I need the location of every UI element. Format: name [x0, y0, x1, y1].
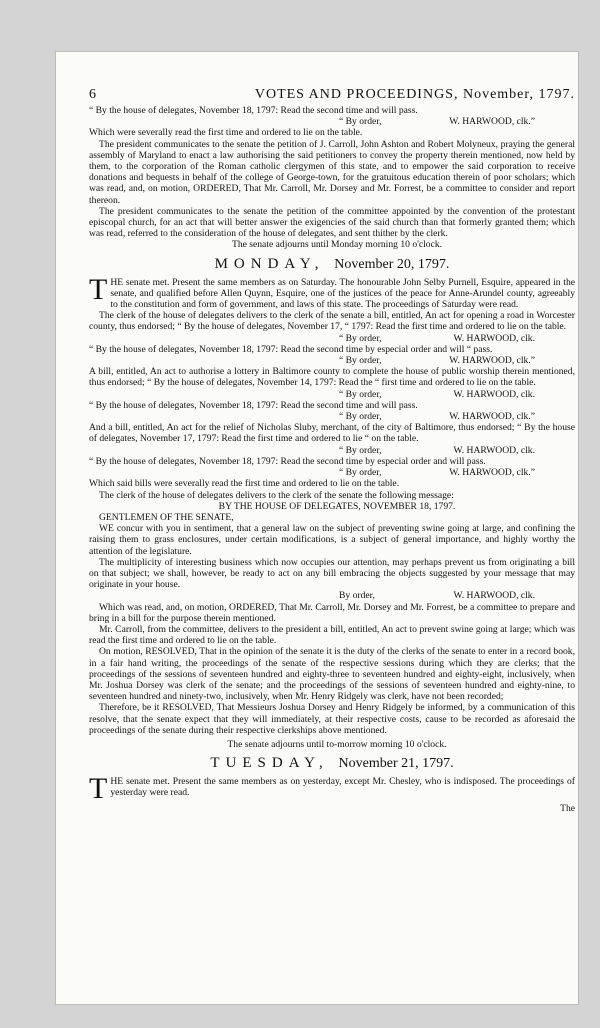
paragraph: Mr. Carroll, from the committee, delivers to the president a bill, entitled, An act to prevent swine going at large; which was read the first time and ordered to lie on the table.	[89, 623, 575, 647]
endorsement-line: “ By the house of delegates, November 18, 1797: Read the second time by especial order and will pass.	[89, 455, 486, 467]
drop-cap: T	[89, 772, 108, 806]
signature-line: “ By order, W. HARWOOD, clk.”	[339, 355, 535, 367]
paragraph: And a bill, entitled, An act for the relief of Nicholas Sluby, merchant, of the city of Baltimore, thus endorsed; “ By the house of delegates, November 17, 1797: Read the first time and ordered to lie “ on the table.	[89, 422, 575, 445]
message-heading: BY THE HOUSE OF DELEGATES, NOVEMBER 18, 1797.	[218, 500, 456, 512]
catchword: The	[560, 802, 575, 814]
endorsement-line: “ By the house of delegates, November 18, 1797: Read the second time by especial order and will “ pass.	[89, 343, 493, 355]
signature-line: “ By order, W. HARWOOD, clk.	[339, 444, 535, 456]
paragraph: The clerk of the house of delegates delivers to the clerk of the senate a bill, entitled, An act for opening a road in Worcester county, thus endorsed; “ By the house of delegates, November 17, “ 1797: Read the first time and ordered to lie on the table.	[89, 310, 575, 333]
signature-line: “ By order, W. HARWOOD, clk.	[339, 388, 535, 400]
document-page	[56, 52, 578, 1004]
header-title: VOTES AND PROCEEDINGS, November, 1797.	[254, 87, 575, 102]
signature-line: By order, W. HARWOOD, clk.	[339, 590, 535, 602]
message-salutation: GENTLEMEN OF THE SENATE,	[99, 511, 234, 523]
paragraph: WE concur with you in sentiment, that a general law on the subject of preventing swine going at large, and confining the raising them to grass enclosures, under certain modifications, is a subject of general importance, and highly worthy the attention of the legislature.	[89, 523, 575, 557]
signature-line: “ By order, W. HARWOOD, clk.”	[339, 411, 535, 423]
day-heading-monday: MONDAY, November 20, 1797.	[214, 255, 450, 272]
drop-cap: T	[89, 272, 108, 306]
endorsement-line: “ By the house of delegates, November 18, 1797: Read the second time and will pass.	[89, 105, 418, 116]
running-header	[89, 86, 575, 104]
adjournment: The senate adjourns until Monday morning 10 o'clock.	[231, 239, 443, 251]
adjournment: The senate adjourns until to-morrow morning 10 o'clock.	[227, 738, 447, 750]
day-heading-tuesday: TUESDAY, November 21, 1797.	[210, 755, 454, 772]
paragraph: Which said bills were severally read the first time and ordered to lie on the table.	[89, 478, 400, 490]
paragraph: THE senate met. Present the same members as on Saturday. The honourable John Selby Purnell, Esquire, appeared in the senate, and qualified before Allen Quynn, Esquire, one of the justices of the peace for Anne-Arundel county, agreeably to the constitution and form of government, and laws of this state. The proceedings of Saturday were read.	[89, 272, 575, 311]
signature-line: “ By order, W. HARWOOD, clk.”	[339, 467, 535, 479]
paragraph: The president communicates to the senate the petition of J. Carroll, John Ashton and Robert Molyneux, praying the general assembly of Maryland to enact a law authorising the said petitioners to convey the property therein mentioned, now held by them, to the corporation of the Roman catholic clergymen of this state, and to empower the said corporation to receive donations and bequests in behalf of the college of George-town, for the gratuitous education therein of poor scholars; which was read, and, on motion, ORDERED, That Mr. Carroll, Mr. Dorsey and Mr. Forrest, be a committee to consider and report thereon.	[89, 138, 575, 206]
paragraph: THE senate met. Present the same members as on yesterday, except Mr. Chesley, who is indisposed. The proceedings of yesterday were read.	[89, 772, 575, 806]
paragraph: Therefore, be it RESOLVED, That Messieurs Joshua Dorsey and Henry Ridgely be informed, by a communication of this resolve, that the senate expect that they will immediately, at their respective costs, cause to be recorded as aforesaid the proceedings of the senate during their respective clerkships above mentioned.	[89, 702, 575, 736]
endorsement-line: “ By the house of delegates, November 18, 1797: Read the second time and will pass.	[89, 399, 418, 411]
paragraph: The president communicates to the senate the petition of the committee appointed by the convention of the protestant episcopal church, for an act that will better answer the exigencies of the said church than that formerly granted them; which was read, referred to the consideration of the house of delegates, and sent thither by the clerk.	[89, 205, 575, 240]
paragraph: Which was read, and, on motion, ORDERED, That Mr. Carroll, Mr. Dorsey and Mr. Forrest, be a committee to prepare and bring in a bill for the purpose therein mentioned.	[89, 601, 575, 624]
paragraph: The multiplicity of interesting business which now occupies our attention, may perhaps prevent us from originating a bill on that subject; we shall, however, be ready to act on any bill embracing the objects suggested by your message that may originate in your house.	[89, 556, 575, 591]
paragraph: On motion, RESOLVED, That in the opinion of the senate it is the duty of the clerks of the senate to enter in a record book, in a fair hand writing, the proceedings of the senate of the respective sessions during which they are clerks; that the proceedings of the sessions of seventeen hundred and eighty-three to seventeen hundred and eighty-eight, inclusively, when Mr. Joshua Dorsey was clerk of the senate; and the proceedings of the sessions of seventeen hundred and eighty-nine, to seventeen hundred and ninety-two, inclusively, when Mr. Henry Ridgely was clerk, have not been recorded;	[89, 646, 575, 703]
paragraph: Which were severally read the first time and ordered to lie on the table.	[89, 127, 363, 139]
page-text	[89, 86, 575, 814]
signature-line: “ By order, W. HARWOOD, clk.	[339, 332, 535, 344]
paragraph: A bill, entitled, An act to authorise a lottery in Baltimore county to complete the house of public worship therein mentioned, thus endorsed; “ By the house of delegates, November 14, 1797: Read the “ first time and ordered to lie on the table.	[89, 366, 575, 389]
page-number: 6	[89, 87, 97, 102]
paragraph: The clerk of the house of delegates delivers to the clerk of the senate the following message:	[99, 489, 454, 501]
signature-line: “ By order, W. HARWOOD, clk.”	[339, 116, 535, 128]
